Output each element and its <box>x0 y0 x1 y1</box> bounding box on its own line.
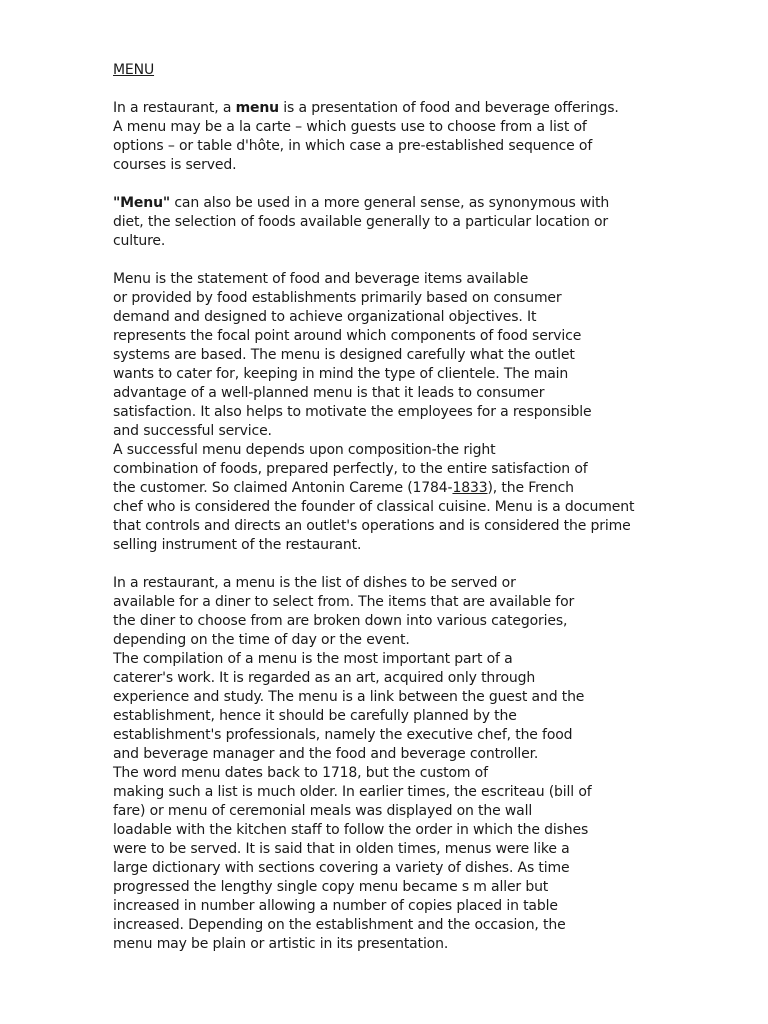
text-line: the diner to choose from are broken down into various categories, <box>113 613 568 629</box>
text-line: establishment, hence it should be carefully planned by the <box>113 708 517 724</box>
text-line: increased. Depending on the establishment and the occasion, the <box>113 917 566 933</box>
paragraph-4 <box>113 574 713 954</box>
text-line: chef who is considered the founder of classical cuisine. Menu is a document <box>113 499 635 515</box>
text-line: options – or table d'hôte, in which case a pre-established sequence of <box>113 138 593 154</box>
text-line: caterer's work. It is regarded as an art, acquired only through <box>113 670 536 686</box>
text-line: menu may be plain or artistic in its presentation. <box>113 936 449 952</box>
text-line: that controls and directs an outlet's operations and is considered the prime <box>113 518 631 534</box>
text-line: represents the focal point around which components of food service <box>113 328 582 344</box>
text-line: experience and study. The menu is a link between the guest and the <box>113 689 585 705</box>
text-line: Menu is the statement of food and beverage items available <box>113 271 529 287</box>
text-line: diet, the selection of foods available generally to a particular location or <box>113 214 608 230</box>
text-line: "Menu" can also be used in a more general sense, as synonymous with <box>113 195 610 211</box>
text-line: loadable with the kitchen staff to follow the order in which the dishes <box>113 822 589 838</box>
text-line: selling instrument of the restaurant. <box>113 537 362 553</box>
text-line: large dictionary with sections covering a variety of dishes. As time <box>113 860 570 876</box>
text-line: satisfaction. It also helps to motivate the employees for a responsible <box>113 404 592 420</box>
text-line: A menu may be a la carte – which guests use to choose from a list of <box>113 119 587 135</box>
text-line: A successful menu depends upon composition-the right <box>113 442 496 458</box>
bold-term-menu: menu <box>235 100 279 116</box>
text-line: demand and designed to achieve organizational objectives. It <box>113 309 537 325</box>
text-line: making such a list is much older. In earlier times, the escriteau (bill of <box>113 784 592 800</box>
text-line: or provided by food establishments primarily based on consumer <box>113 290 562 306</box>
text-line: wants to cater for, keeping in mind the type of clientele. The main <box>113 366 569 382</box>
bold-term-menu-quoted: "Menu" <box>113 195 171 211</box>
text-line: systems are based. The menu is designed carefully what the outlet <box>113 347 575 363</box>
document-title: MENU <box>113 62 155 78</box>
text-line: The word menu dates back to 1718, but the custom of <box>113 765 488 781</box>
text-line: In a restaurant, a menu is the list of dishes to be served or <box>113 575 516 591</box>
text-line: and successful service. <box>113 423 272 439</box>
paragraph-1 <box>113 99 713 175</box>
text-line: establishment's professionals, namely the executive chef, the food <box>113 727 573 743</box>
text-line: progressed the lengthy single copy menu became s m aller but <box>113 879 549 895</box>
year-1833-link[interactable]: 1833 <box>452 480 488 496</box>
text-line: the customer. So claimed Antonin Careme (1784-1833), the French <box>113 480 574 496</box>
text-line: In a restaurant, a menu is a presentation of food and beverage offerings. <box>113 100 619 116</box>
text-line: and beverage manager and the food and beverage controller. <box>113 746 539 762</box>
text-line: increased in number allowing a number of copies placed in table <box>113 898 558 914</box>
text-line: were to be served. It is said that in olden times, menus were like a <box>113 841 570 857</box>
text-line: courses is served. <box>113 157 237 173</box>
text-line: fare) or menu of ceremonial meals was displayed on the wall <box>113 803 533 819</box>
text-line: combination of foods, prepared perfectly, to the entire satisfaction of <box>113 461 588 477</box>
text-line: culture. <box>113 233 166 249</box>
text-line: advantage of a well-planned menu is that it leads to consumer <box>113 385 545 401</box>
text-line: available for a diner to select from. The items that are available for <box>113 594 575 610</box>
text-line: depending on the time of day or the event. <box>113 632 410 648</box>
paragraph-3 <box>113 270 713 555</box>
text-line: The compilation of a menu is the most important part of a <box>113 651 513 667</box>
paragraph-2 <box>113 194 713 251</box>
document-page <box>113 61 713 954</box>
